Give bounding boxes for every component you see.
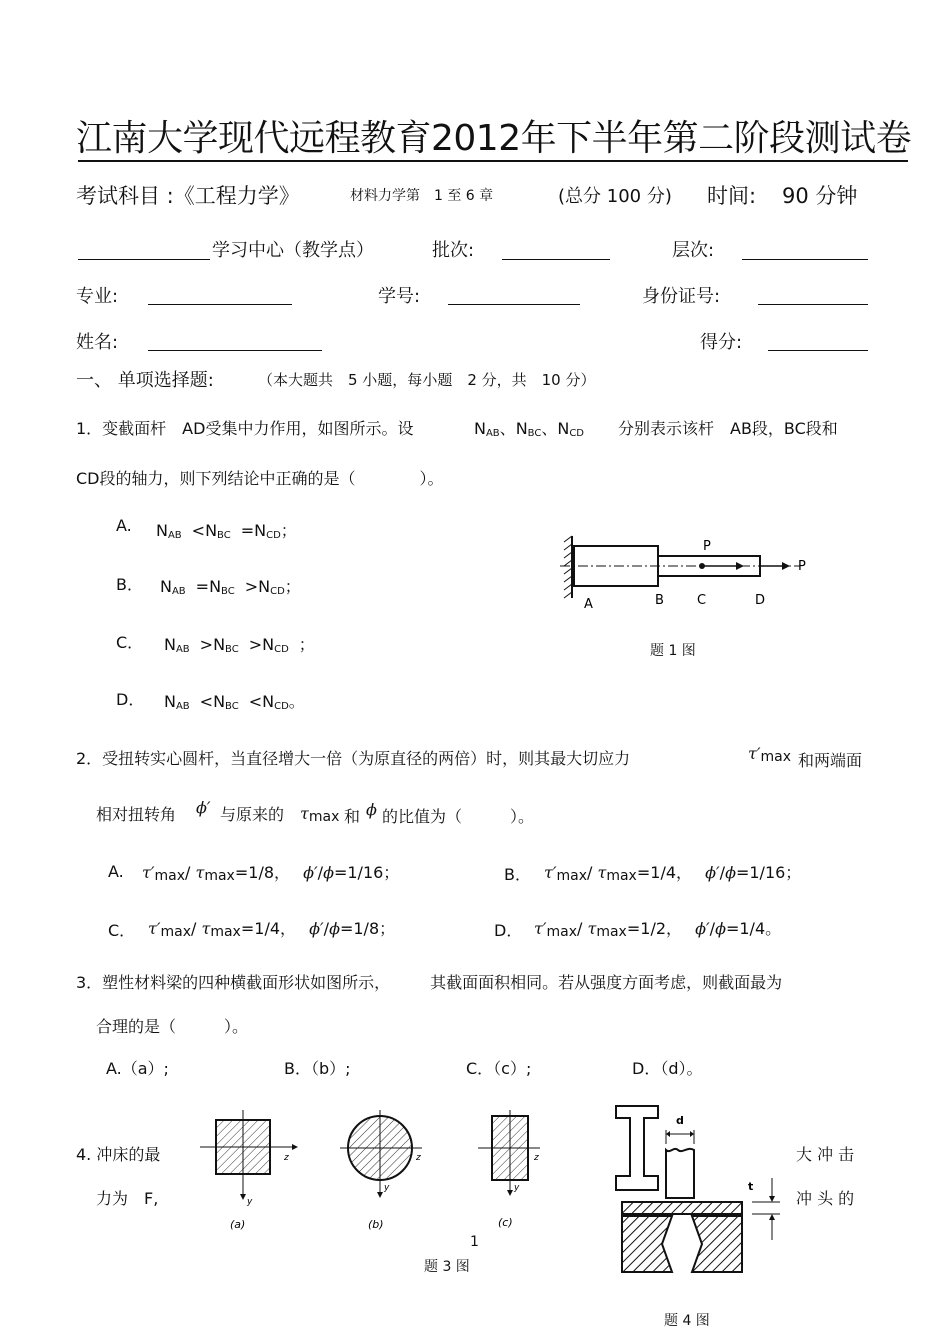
q3-option-a[interactable]: A.（a）; bbox=[106, 1059, 169, 1078]
q2-option-c-label: C． bbox=[108, 921, 136, 940]
q3-figure-caption: 题 3 图 bbox=[424, 1259, 470, 1275]
q2-stem-f: 的比值为（ ）。 bbox=[382, 807, 535, 826]
axis-y-a: y bbox=[247, 1197, 253, 1207]
q3-option-b[interactable]: B．（b）; bbox=[284, 1059, 351, 1078]
q4-figure bbox=[612, 1104, 782, 1280]
q3-option-d[interactable]: D．（d）。 bbox=[632, 1059, 703, 1078]
section-note: （本大题共 5 小题，每小题 2 分，共 10 分） bbox=[258, 371, 596, 389]
label-c: (c) bbox=[498, 1216, 513, 1229]
q2-option-c[interactable]: τ′max/ τmax=1/4， ϕ′/ϕ=1/8； bbox=[148, 919, 396, 940]
label-d: d bbox=[676, 1114, 684, 1127]
section-heading: 一、 单项选择题: bbox=[76, 370, 214, 391]
page-number: 1 bbox=[470, 1234, 479, 1250]
level-blank[interactable] bbox=[742, 259, 868, 260]
id-card-blank[interactable] bbox=[758, 304, 868, 305]
time-label: 时间: bbox=[707, 184, 757, 208]
q1-option-a[interactable]: $N_{AB} <N_{BC} =N_{CD}$； bbox=[156, 521, 297, 541]
load-arrow-mid bbox=[736, 562, 744, 570]
q1-option-b[interactable]: $N_{AB} =N_{BC} >N_{CD}$； bbox=[160, 577, 301, 597]
score-blank[interactable] bbox=[768, 350, 868, 351]
center-label: 学习中心（教学点） bbox=[212, 240, 374, 261]
level-label: 层次: bbox=[672, 240, 715, 261]
i-beam-section bbox=[616, 1106, 658, 1190]
label-d: D bbox=[755, 593, 766, 608]
q1-option-c[interactable]: $N_{AB} >N_{BC} >N_{CD}$ ； bbox=[164, 635, 315, 655]
q1-option-c-label: C． bbox=[116, 633, 144, 652]
q2-stem-e: 和 bbox=[344, 807, 361, 826]
q3-stem-b: 合理的是（ ）。 bbox=[96, 1017, 249, 1036]
time-value: 90 分钟 bbox=[782, 184, 858, 208]
q1-option-d[interactable]: $N_{AB} <N_{BC} <N_{CD}$。 bbox=[164, 692, 305, 712]
label-b: B bbox=[655, 593, 664, 608]
label-a: (a) bbox=[230, 1218, 246, 1231]
major-blank[interactable] bbox=[148, 304, 292, 305]
name-label: 姓名: bbox=[76, 332, 119, 353]
q2-stem-a: 2．受扭转实心圆杆，当直径增大一倍（为原直径的两倍）时，则其最大切应力 bbox=[76, 749, 631, 768]
page-title: 江南大学现代远程教育2012年下半年第二阶段测试卷 bbox=[76, 118, 912, 159]
q1-stem-c: CD段的轴力，则下列结论中正确的是（ ）。 bbox=[76, 469, 444, 488]
student-id-blank[interactable] bbox=[448, 304, 580, 305]
major-label: 专业: bbox=[76, 286, 119, 307]
axis-z-b: z bbox=[416, 1153, 421, 1163]
q3-stem-a: 3．塑性材料梁的四种横截面形状如图所示， 其截面面积相同。若从强度方面考虑，则截面最为 bbox=[76, 973, 783, 992]
q1-option-d-label: D． bbox=[116, 690, 145, 709]
q2-stem-d: 与原来的 bbox=[220, 805, 285, 824]
name-blank[interactable] bbox=[148, 350, 322, 351]
q2-option-d[interactable]: τ′max/ τmax=1/2， ϕ′/ϕ=1/4。 bbox=[534, 919, 782, 940]
q1-option-a-label: A. bbox=[116, 516, 132, 535]
label-p-top: P bbox=[703, 539, 711, 554]
q1-figure-caption: 题 1 图 bbox=[650, 643, 696, 659]
load-arrow-end bbox=[782, 562, 790, 570]
subject-scope: 材料力学第 1 至 6 章 bbox=[350, 188, 494, 204]
q1-figure bbox=[560, 530, 820, 620]
die-right bbox=[692, 1216, 742, 1272]
score-label: 得分: bbox=[700, 332, 743, 353]
q4-stem-right-1: 大 冲 击 bbox=[796, 1145, 855, 1164]
label-t: t bbox=[748, 1180, 754, 1193]
q4-stem-left-2: 力为 F, bbox=[96, 1189, 159, 1208]
q3-figure bbox=[200, 1110, 550, 1240]
axis-y-c: y bbox=[514, 1183, 520, 1193]
id-card-label: 身份证号: bbox=[642, 286, 721, 307]
q2-option-b[interactable]: τ′max/ τmax=1/4， ϕ′/ϕ=1/16； bbox=[544, 863, 802, 884]
q2-option-b-label: B． bbox=[504, 865, 531, 884]
label-a: A bbox=[584, 597, 593, 612]
section-b bbox=[340, 1110, 422, 1231]
q2-phi: ϕ bbox=[366, 800, 377, 819]
label-p-right: P bbox=[798, 559, 806, 574]
q4-stem-left-1: 4. 冲床的最 bbox=[76, 1145, 161, 1164]
subject-label: 考试科目 :《工程力学》 bbox=[76, 184, 300, 208]
q4-figure-caption: 题 4 图 bbox=[664, 1313, 710, 1329]
q4-stem-right-2: 冲 头 的 bbox=[796, 1189, 855, 1208]
q2-option-a-label: A. bbox=[108, 862, 124, 881]
q3-option-c[interactable]: C．（c）; bbox=[466, 1059, 532, 1078]
q2-option-d-label: D． bbox=[494, 921, 523, 940]
axis-z-a: z bbox=[284, 1153, 289, 1163]
q1-stem-b: 分别表示该杆 AB段，BC段和 bbox=[618, 419, 838, 438]
title-rule bbox=[78, 160, 908, 162]
q2-stem-c: 相对扭转角 bbox=[96, 805, 177, 824]
section-c bbox=[478, 1110, 540, 1229]
label-c: C bbox=[697, 593, 707, 608]
q1-option-b-label: B． bbox=[116, 575, 143, 594]
q2-tau-prime: τ′max bbox=[748, 744, 791, 765]
batch-blank[interactable] bbox=[502, 259, 610, 260]
die-left bbox=[622, 1216, 672, 1272]
q2-phi-prime: ϕ′ bbox=[196, 798, 211, 817]
q1-stem-a: 1．变截面杆 AD受集中力作用，如图所示。设 bbox=[76, 419, 414, 438]
q1-forces: $N_{AB}$、$N_{BC}$、$N_{CD}$ bbox=[474, 419, 584, 439]
student-id-label: 学号: bbox=[378, 286, 421, 307]
center-blank[interactable] bbox=[78, 259, 210, 260]
q2-tau-max: τmax bbox=[300, 804, 340, 825]
q2-stem-b: 和两端面 bbox=[798, 751, 863, 770]
section-a bbox=[200, 1110, 298, 1231]
label-b: (b) bbox=[368, 1218, 384, 1231]
plate bbox=[622, 1202, 742, 1214]
axis-y-b: y bbox=[384, 1183, 390, 1193]
punch-head bbox=[666, 1149, 694, 1198]
axis-z-c: z bbox=[534, 1153, 539, 1163]
q2-option-a[interactable]: τ′max/ τmax=1/8， ϕ′/ϕ=1/16； bbox=[142, 863, 400, 884]
batch-label: 批次: bbox=[432, 240, 475, 261]
support-hatch bbox=[564, 536, 572, 598]
total-score: (总分 100 分) bbox=[558, 186, 672, 207]
